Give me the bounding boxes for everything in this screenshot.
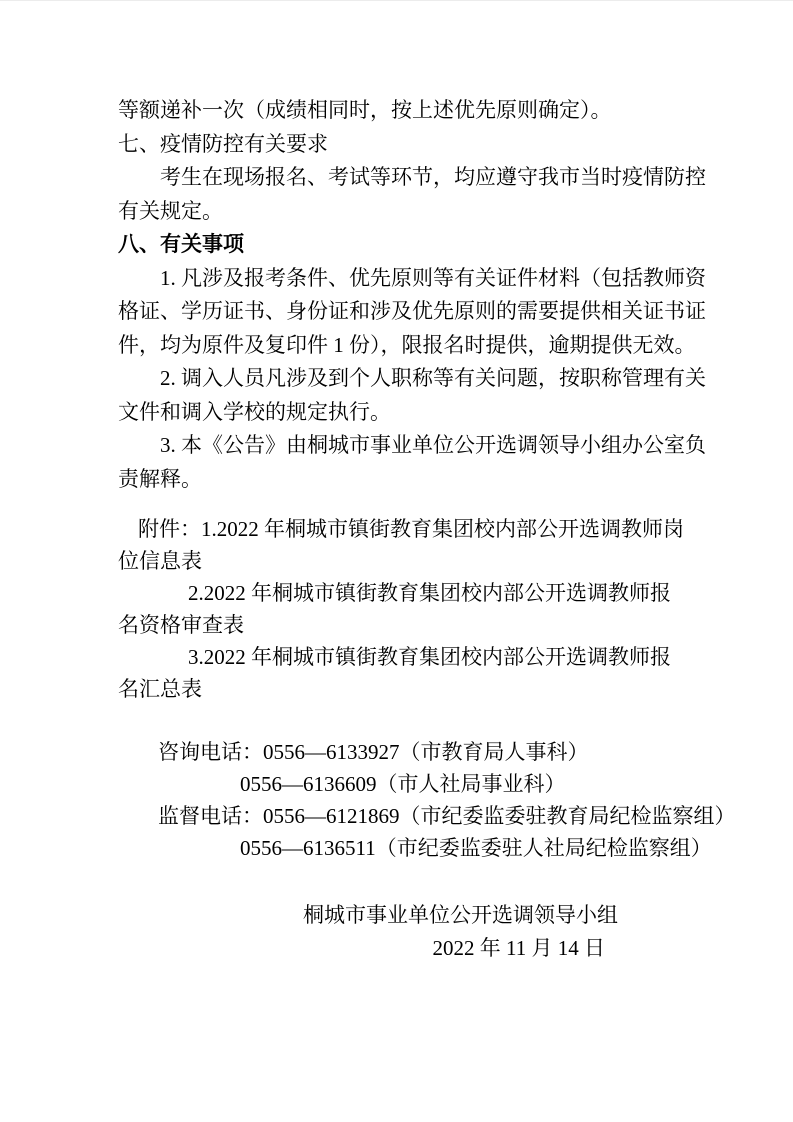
supervise-phone-line-2: 0556—6136511（市纪委监委驻人社局纪检监察组） — [240, 836, 712, 860]
contacts-section — [118, 736, 736, 864]
body-text-line: 格证、学历证书、身份证和涉及优先原则的需要提供相关证书证 — [118, 299, 706, 323]
body-text-line-item1: 1. 凡涉及报考条件、优先原则等有关证件材料（包括教师资 — [160, 265, 706, 290]
body-text-line: 文件和调入学校的规定执行。 — [118, 399, 391, 424]
attachment-line-1: 附件：1.2022 年桐城市镇街教育集团校内部公开选调教师岗 — [138, 517, 684, 541]
body-text-line: 有关规定。 — [118, 198, 223, 223]
attachment-line-1-wrap: 位信息表 — [118, 549, 202, 573]
attachment-line-2-wrap: 名资格审查表 — [118, 613, 244, 637]
document-content — [118, 94, 736, 965]
attachment-line-3-wrap: 名汇总表 — [118, 677, 202, 701]
signature-organization: 桐城市事业单位公开选调领导小组 — [303, 903, 618, 927]
consult-phone-line-1: 咨询电话：0556—6133927（市教育局人事科） — [158, 740, 589, 764]
section-heading-matters: 八、有关事项 — [118, 232, 244, 256]
body-text-line-item2: 2. 调入人员凡涉及到个人职称等有关问题，按职称管理有关 — [160, 366, 706, 390]
body-text-line-item3: 3. 本《公告》由桐城市事业单位公开选调领导小组办公室负 — [160, 433, 706, 457]
attachments-section — [118, 513, 684, 705]
body-text-line: 件，均为原件及复印件 1 份），限报名时提供，逾期提供无效。 — [118, 332, 696, 357]
signature-section — [118, 899, 680, 965]
consult-phone-line-2: 0556—6136609（市人社局事业科） — [240, 772, 566, 796]
supervise-phone-line-1: 监督电话：0556—6121869（市纪委监委驻教育局纪检监察组） — [158, 804, 736, 828]
body-section — [118, 94, 706, 496]
attachment-line-3: 3.2022 年桐城市镇街教育集团校内部公开选调教师报 — [188, 645, 671, 669]
body-text-line: 考生在现场报名、考试等环节，均应遵守我市当时疫情防控 — [160, 165, 706, 189]
paragraph-continuation: 等额递补一次（成绩相同时，按上述优先原则确定）。 — [118, 98, 612, 122]
section-heading-epidemic: 七、疫情防控有关要求 — [118, 131, 328, 156]
body-text-line: 责解释。 — [118, 466, 202, 491]
attachment-line-2: 2.2022 年桐城市镇街教育集团校内部公开选调教师报 — [188, 581, 671, 605]
signature-date: 2022 年 11 月 14 日 — [432, 936, 605, 960]
